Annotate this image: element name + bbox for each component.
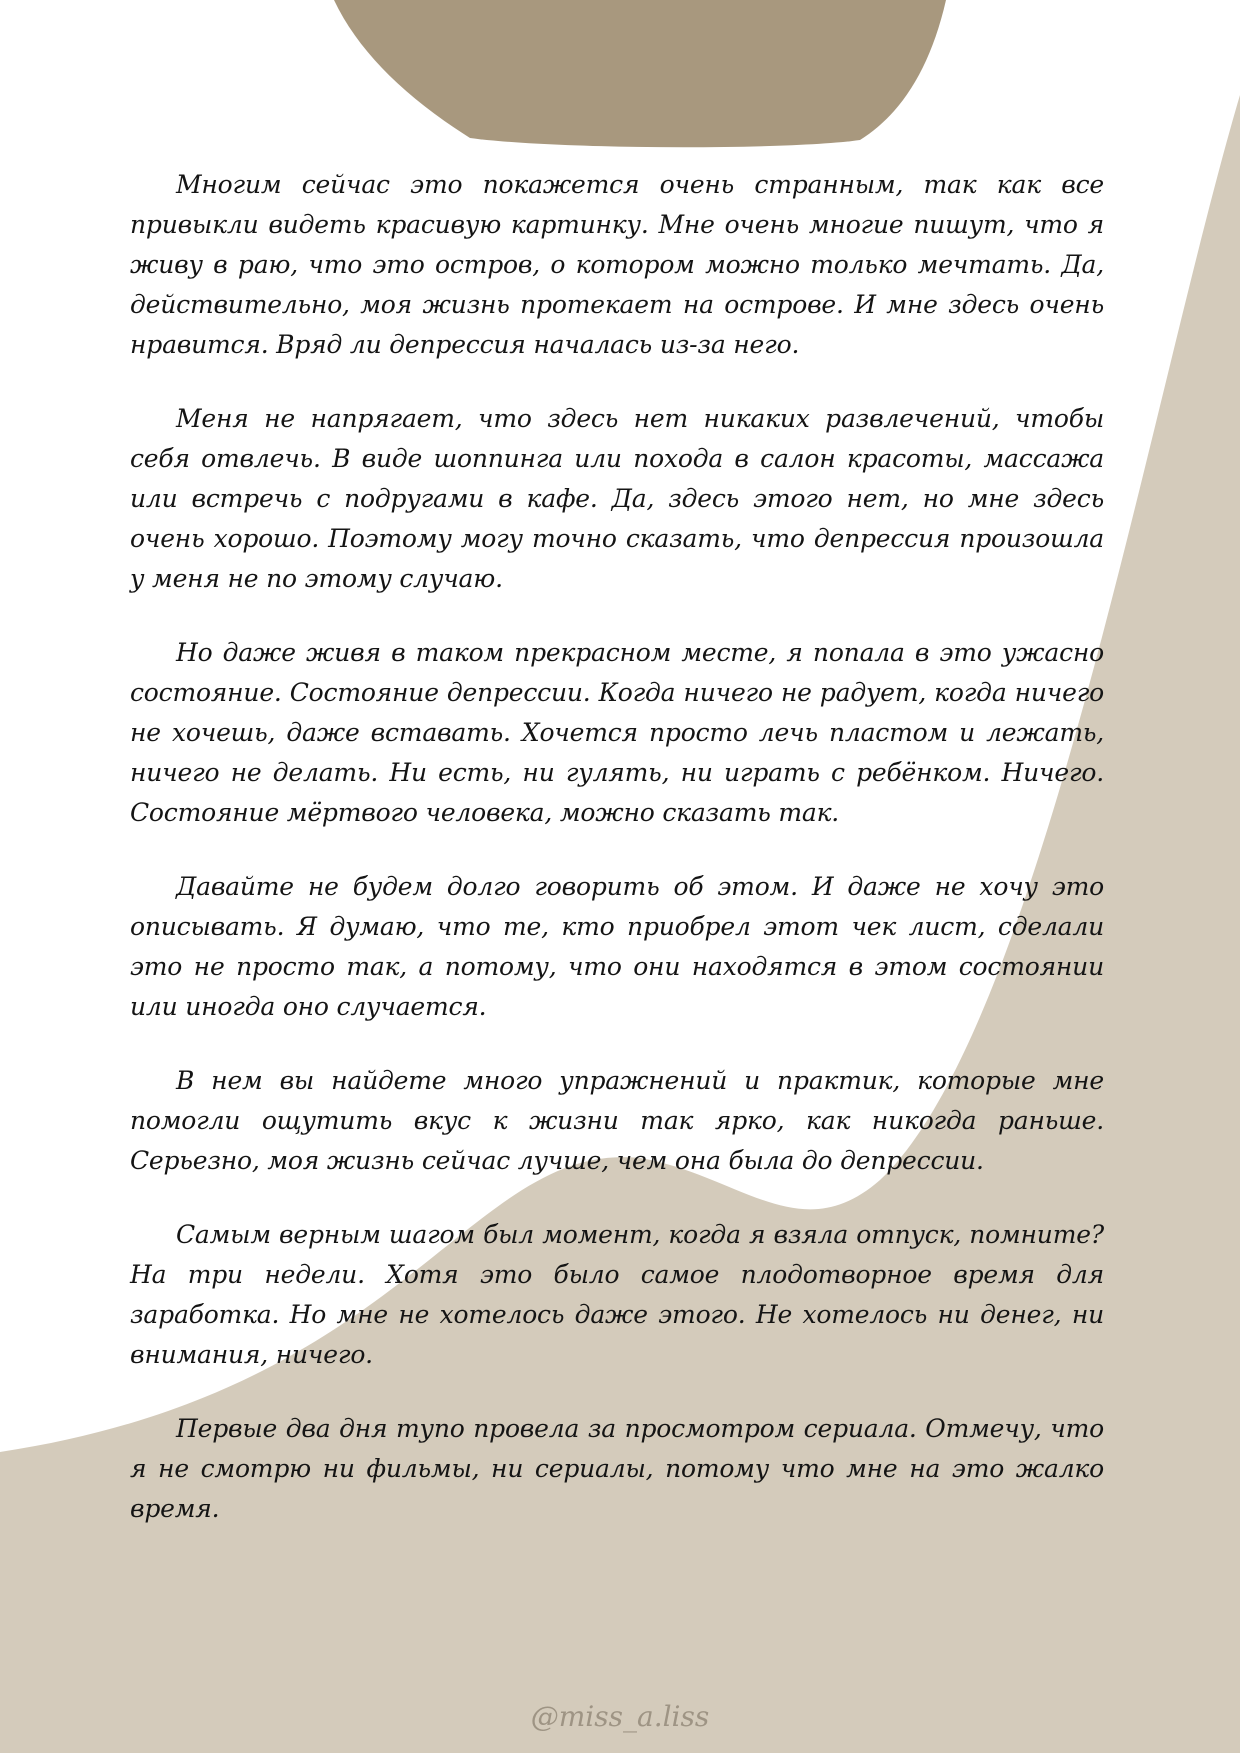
paragraph-4: Давайте не будем долго говорить об этом. И даже не хочу это описывать. Я думаю, что те, кто приобрел этот чек лист, сделали это не просто так, а потому, что они находятся в этом состоянии или иногда оно случается. — [130, 872, 1104, 1021]
top-taupe-blob — [334, 0, 946, 147]
paragraph-3: Но даже живя в таком прекрасном месте, я попала в это ужасно состояние. Состояние депрессии. Когда ничего не радует, когда ничего не хочешь, даже вставать. Хочется просто лечь пластом и лежать, ничего не делать. Ни есть, ни гулять, ни играть с ребёнком. Ничего. Состояние мёртвого человека, можно сказать так. — [130, 638, 1104, 827]
author-handle: @miss_a.liss — [530, 1700, 710, 1733]
paragraph-7: Первые два дня тупо провела за просмотром сериала. Отмечу, что я не смотрю ни фильмы, ни сериалы, потому что мне на это жалко время. — [130, 1414, 1104, 1523]
paragraph-5: В нем вы найдете много упражнений и практик, которые мне помогли ощутить вкус к жизни так ярко, как никогда раньше. Серьезно, моя жизнь сейчас лучше, чем она была до депрессии. — [130, 1066, 1104, 1175]
paragraph-2: Меня не напрягает, что здесь нет никаких развлечений, чтобы себя отвлечь. В виде шоппинга или похода в салон красоты, массажа или встречь с подругами в кафе. Да, здесь этого нет, но мне здесь очень хорошо. Поэтому могу точно сказать, что депрессия произошла у меня не по этому случаю. — [130, 404, 1104, 593]
paragraph-1: Многим сейчас это покажется очень странным, так как все привыкли видеть красивую картинку. Мне очень многие пишут, что я живу в раю, что это остров, о котором можно только мечтать. Да, действительно, моя жизнь протекает на острове. И мне здесь очень нравится. Вряд ли депрессия началась из-за него. — [130, 170, 1104, 359]
text-body — [130, 165, 1104, 1563]
paragraph-6: Самым верным шагом был момент, когда я взяла отпуск, помните? На три недели. Хотя это было самое плодотворное время для заработка. Но мне не хотелось даже этого. Не хотелось ни денег, ни внимания, ничего. — [130, 1220, 1104, 1369]
